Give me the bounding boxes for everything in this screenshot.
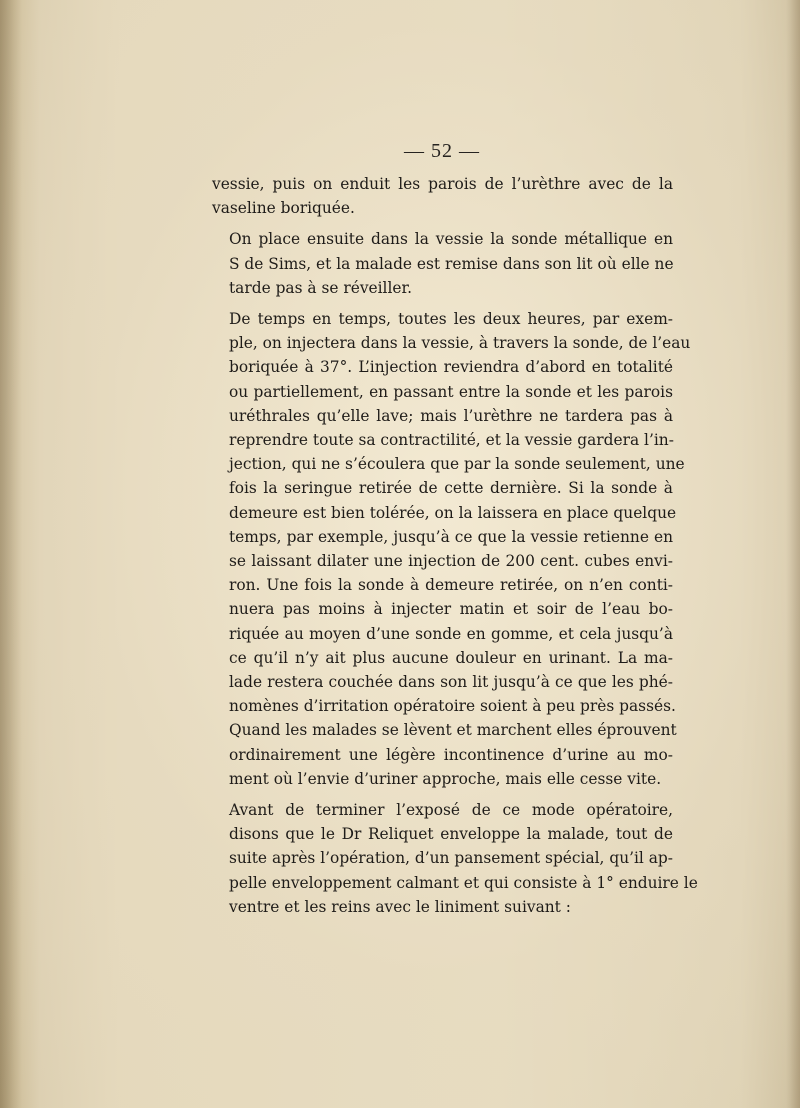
text-line: se laissant dilater une injection de 200 cent. cubes envi- (229, 552, 673, 571)
paragraph (212, 307, 691, 791)
text-line: ron. Une fois la sonde à demeure retirée, on n’en conti- (229, 576, 673, 595)
text-line: tarde pas à se réveiller. (229, 278, 413, 297)
page-edge-shadow-left (0, 0, 22, 1108)
text-line: vessie, puis on enduit les parois de l’urèthre avec de la (212, 175, 673, 193)
text-line: nomènes d’irritation opératoire soient à peu près passés. (229, 697, 676, 716)
text-line: On place ensuite dans la vessie la sonde métallique en (229, 230, 673, 249)
text-line: jection, qui ne s’écoulera que par la sonde seulement, une (229, 455, 685, 474)
text-line: uréthrales qu’elle lave; mais l’urèthre ne tardera pas à (229, 406, 673, 425)
paragraph (212, 172, 673, 220)
text-line: boriquée à 37°. L’injection reviendra d’abord en totalité (229, 358, 673, 377)
text-line: ou partiellement, en passant entre la sonde et les parois (229, 382, 673, 401)
text-line: nuera pas moins à injecter matin et soir de l’eau bo- (229, 600, 673, 619)
paragraph (212, 798, 698, 919)
text-line: Quand les malades se lèvent et marchent elles éprouvent (229, 721, 677, 740)
text-line: ce qu’il n’y ait plus aucune douleur en urinant. La ma- (229, 648, 673, 667)
page-number: — 52 — (404, 140, 480, 162)
text-line: suite après l’opération, d’un pansement spécial, qu’il ap- (229, 849, 673, 868)
text-line: Avant de terminer l’exposé de ce mode opératoire, (229, 801, 673, 820)
text-line: ment où l’envie d’uriner approche, mais elle cesse vite. (229, 769, 662, 788)
text-line: demeure est bien tolérée, on la laissera en place quelque (229, 503, 677, 522)
text-line: ple, on injectera dans la vessie, à travers la sonde, de l’eau (229, 334, 691, 353)
page-edge-shadow-right (786, 0, 800, 1108)
text-line: pelle enveloppement calmant et qui consiste à 1° enduire le (229, 873, 698, 892)
text-line: disons que le Dr Reliquet enveloppe la malade, tout de (229, 825, 673, 844)
text-line: De temps en temps, toutes les deux heures, par exem- (229, 310, 673, 329)
paragraph (212, 227, 673, 300)
body-text (212, 172, 698, 926)
text-line: ventre et les reins avec le liniment suivant : (229, 897, 571, 916)
text-line: fois la seringue retirée de cette dernière. Si la sonde à (229, 479, 673, 498)
text-line: S de Sims, et la malade est remise dans son lit où elle ne (229, 254, 674, 273)
text-line: riquée au moyen d’une sonde en gomme, et cela jusqu’à (229, 624, 673, 643)
text-line: vaseline boriquée. (212, 199, 355, 218)
text-line: reprendre toute sa contractilité, et la vessie gardera l’in- (229, 431, 674, 450)
text-line: ordinairement une légère incontinence d’urine au mo- (229, 745, 673, 764)
text-line: temps, par exemple, jusqu’à ce que la vessie retienne en (229, 527, 673, 546)
text-line: lade restera couchée dans son lit jusqu’à ce que les phé- (229, 673, 673, 692)
